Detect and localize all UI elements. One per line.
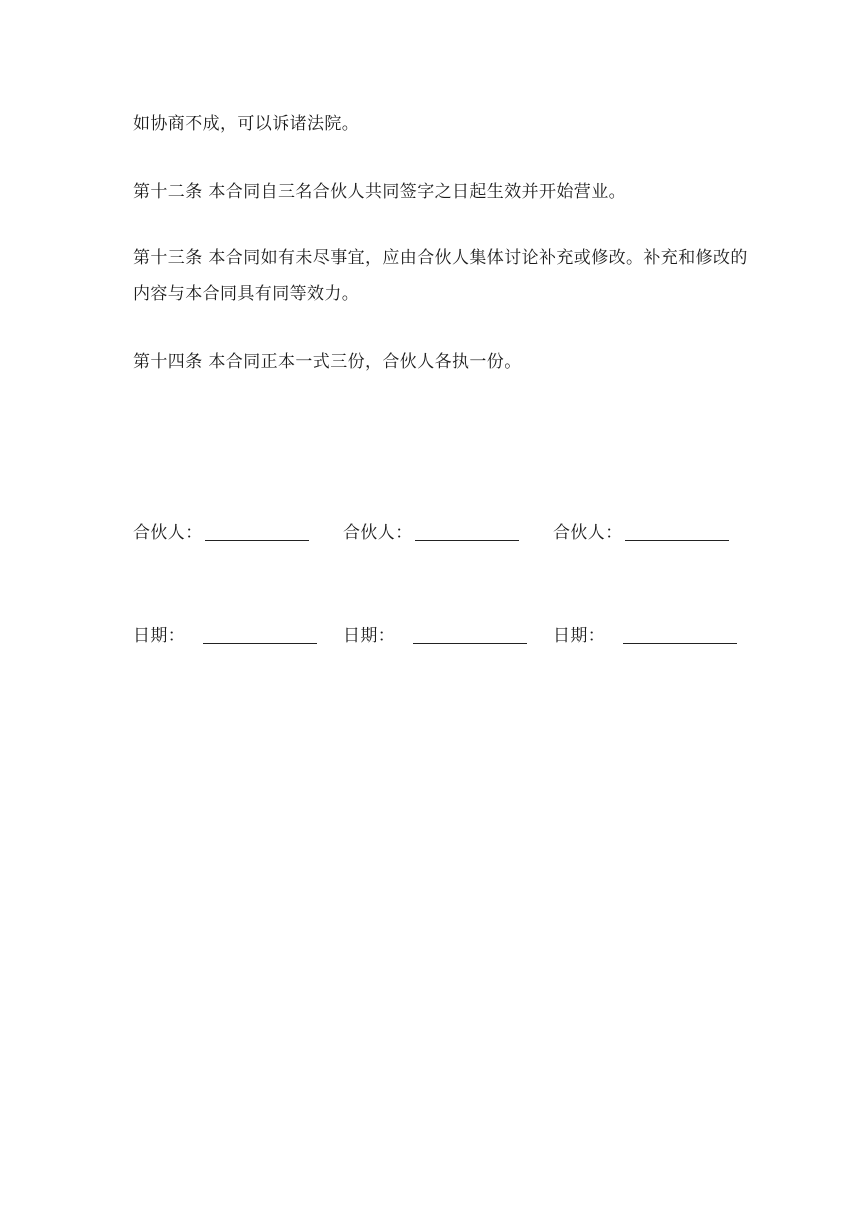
date-field-3: [553, 622, 737, 650]
partner-label: 合伙人：: [553, 523, 623, 543]
date-line[interactable]: [623, 622, 737, 644]
partner-signature-1: [133, 519, 309, 547]
paragraph-article-12: 第十二条 本合同自三名合伙人共同签字之日起生效并开始营业。: [133, 182, 627, 202]
partner-signature-row: [133, 519, 733, 547]
paragraph-article-14: 第十四条 本合同正本一式三份，合伙人各执一份。: [133, 352, 522, 372]
partner-signature-3: [553, 519, 729, 547]
paragraph-dispute-resolution: 如协商不成，可以诉诸法院。: [133, 114, 360, 134]
partner-signature-line[interactable]: [415, 519, 519, 541]
date-line[interactable]: [203, 622, 317, 644]
date-label: 日期：: [343, 626, 396, 646]
partner-label: 合伙人：: [133, 523, 203, 543]
partner-label: 合伙人：: [343, 523, 413, 543]
partner-signature-line[interactable]: [205, 519, 309, 541]
date-field-2: [343, 622, 527, 650]
date-signature-row: [133, 622, 733, 650]
date-label: 日期：: [133, 626, 186, 646]
date-field-1: [133, 622, 317, 650]
date-label: 日期：: [553, 626, 606, 646]
paragraph-article-13: 第十三条 本合同如有未尽事宜，应由合伙人集体讨论补充或修改。补充和修改的内容与本合同具有同等效力。: [133, 248, 748, 304]
partner-signature-line[interactable]: [625, 519, 729, 541]
date-line[interactable]: [413, 622, 527, 644]
partner-signature-2: [343, 519, 519, 547]
